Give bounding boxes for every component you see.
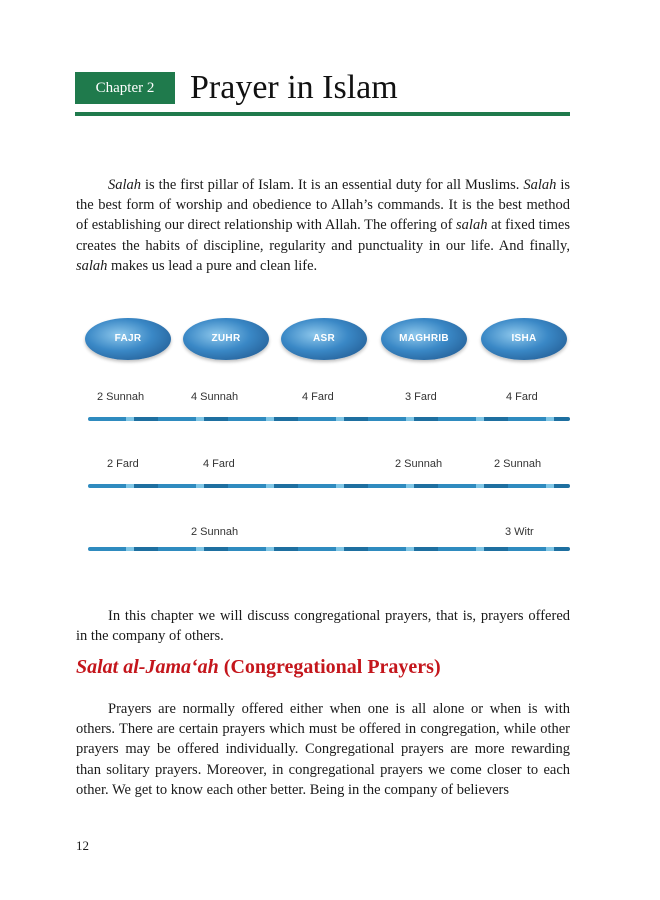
intro-text-3: at fixed times creates the habits of discipline, regularity and punctuality in our life. And finally, <box>76 217 571 254</box>
prayer-zuhr: ZUHR <box>183 318 269 360</box>
chapter-title: Prayer in Islam <box>190 69 398 106</box>
section-heading-italic: Salat al-Jama‘ah <box>76 656 219 678</box>
row3-zuhr: 2 Sunnah <box>191 526 239 538</box>
row2-fajr: 2 Fard <box>107 458 139 470</box>
term-salah-2: Salah <box>523 176 557 193</box>
intro-text-4: makes us lead a pure and clean life. <box>107 258 318 275</box>
row2-divider <box>88 484 570 488</box>
row2-isha: 2 Sunnah <box>494 458 542 470</box>
intro-text-2: is the best form of worship and obedience to Allah’s commands. It is the best method of establishing our direct relationship with Allah. The offering of <box>76 176 571 234</box>
row1-divider <box>88 417 570 421</box>
chapter-intro-paragraph: In this chapter we will discuss congregational prayers, that is, prayers offered in the company of others. <box>76 607 570 644</box>
prayer-fajr: FAJR <box>85 318 171 360</box>
row1-asr: 4 Fard <box>302 391 334 403</box>
intro-text-1: is the first pillar of Islam. It is an essential duty for all Muslims. <box>141 176 524 193</box>
term-salah-3: salah <box>456 217 488 234</box>
row2-zuhr: 4 Fard <box>203 458 235 470</box>
page-number: 12 <box>76 838 89 853</box>
prayer-maghrib: MAGHRIB <box>381 318 467 360</box>
term-salah-4: salah <box>76 258 108 275</box>
chapter-header <box>75 68 570 118</box>
chapter-label: Chapter 2 <box>75 72 175 104</box>
prayer-isha: ISHA <box>481 318 567 360</box>
prayer-asr: ASR <box>281 318 367 360</box>
row1-maghrib: 3 Fard <box>405 391 437 403</box>
row1-isha: 4 Fard <box>506 391 538 403</box>
prayer-names <box>85 318 570 363</box>
section-body: Prayers are normally offered either when one is all alone or when is with others. There are certain prayers which must be offered in congregation, while other prayers may be offered individually. Congregational prayers are more rewarding than solitary prayers. Moreover, in congregational prayers we come closer to each other. We get to know each other better. Being in the company of believers <box>76 700 570 799</box>
section-heading <box>76 656 441 679</box>
header-rule <box>75 112 570 116</box>
intro-paragraph <box>76 175 570 277</box>
term-salah: Salah <box>108 176 142 193</box>
section-heading-rest: (Congregational Prayers) <box>218 656 441 678</box>
row3-divider <box>88 547 570 551</box>
row2-maghrib: 2 Sunnah <box>395 458 443 470</box>
row1-fajr: 2 Sunnah <box>97 391 145 403</box>
row3-isha: 3 Witr <box>505 526 534 538</box>
row1-zuhr: 4 Sunnah <box>191 391 239 403</box>
